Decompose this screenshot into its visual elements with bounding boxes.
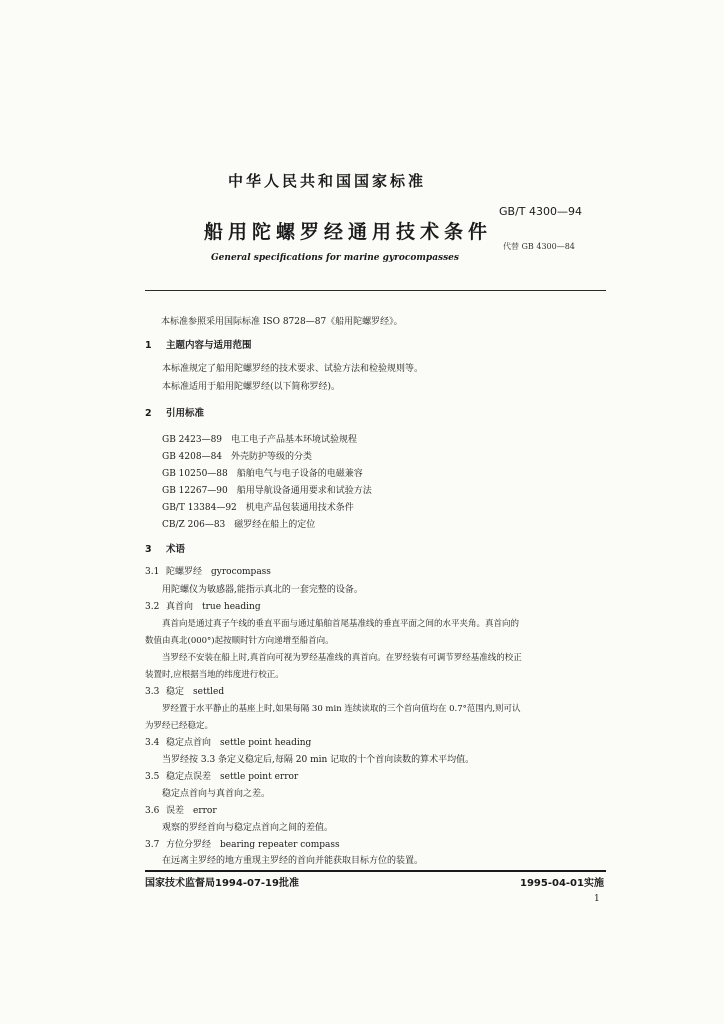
term-body: 为罗经已经稳定。: [145, 721, 214, 731]
term-number: 3.7: [145, 840, 160, 850]
document-title-en: General specifications for marine gyrocompasses: [211, 253, 459, 263]
reference-item: GB 12267—90 船用导航设备通用要求和试验方法: [162, 486, 372, 496]
term-name: 真首向 true heading: [166, 602, 261, 612]
term-heading: [145, 566, 271, 578]
national-standard-title: 中华人民共和国国家标准: [228, 172, 427, 190]
term-number: 3.6: [145, 806, 160, 816]
section-1-number: 1: [145, 340, 152, 351]
term-number: 3.5: [145, 772, 160, 782]
term-heading: [145, 805, 217, 817]
term-name: 稳定点首向 settle point heading: [166, 738, 312, 748]
footer-divider: [145, 870, 606, 872]
section-1-heading: [145, 340, 252, 352]
section-3-title: 术语: [166, 544, 186, 555]
term-name: 陀螺罗经 gyrocompass: [166, 567, 271, 577]
term-heading: [145, 686, 224, 698]
page-number: 1: [594, 894, 600, 904]
term-name: 稳定 settled: [166, 687, 225, 697]
standard-code: GB/T 4300—94: [499, 205, 582, 218]
term-body: 当罗经不安装在船上时,真首向可视为罗经基准线的真首向。在罗经装有可调节罗经基准线的校正: [162, 653, 522, 663]
section-3-heading: [145, 544, 185, 556]
reference-item: CB/Z 206—83 磁罗经在船上的定位: [162, 520, 316, 530]
replaces-standard: 代替 GB 4300—84: [503, 242, 575, 251]
section-1-line: 本标准适用于船用陀螺罗经(以下简称罗经)。: [162, 382, 341, 392]
section-3-number: 3: [145, 544, 152, 555]
term-number: 3.3: [145, 687, 160, 697]
term-body: 罗经置于水平静止的基座上时,如果每隔 30 min 连续读取的三个首向值均在 0.7°范围内,则可认: [162, 704, 521, 714]
term-name: 稳定点误差 settle point error: [166, 772, 299, 782]
term-name: 方位分罗经 bearing repeater compass: [166, 840, 340, 850]
reference-item: GB/T 13384—92 机电产品包装通用技术条件: [162, 503, 354, 513]
section-2-heading: [145, 408, 204, 420]
term-body: 观察的罗经首向与稳定点首向之间的差值。: [162, 823, 334, 833]
term-body: 用陀螺仪为敏感器,能指示真北的一套完整的设备。: [162, 585, 363, 595]
term-body: 装置时,应根据当地的纬度进行校正。: [145, 670, 284, 680]
term-body: 当罗经按 3.3 条定义稳定后,每隔 20 min 记取的十个首向读数的算术平均值。: [162, 755, 475, 765]
intro-paragraph: 本标准参照采用国际标准 ISO 8728—87《船用陀螺罗经》。: [161, 317, 403, 327]
section-2-number: 2: [145, 408, 152, 419]
section-2-title: 引用标准: [166, 408, 205, 419]
term-heading: [145, 737, 311, 749]
term-heading: [145, 771, 298, 783]
effective-date: 1995-04-01实施: [520, 878, 604, 889]
document-title-zh: 船用陀螺罗经通用技术条件: [204, 221, 493, 243]
reference-item: GB 4208—84 外壳防护等级的分类: [162, 452, 313, 462]
term-heading: [145, 839, 340, 851]
reference-item: GB 10250—88 船舶电气与电子设备的电磁兼容: [162, 469, 363, 479]
term-number: 3.4: [145, 738, 160, 748]
term-number: 3.1: [145, 567, 160, 577]
term-body: 稳定点首向与真首向之差。: [162, 789, 271, 799]
term-name: 误差 error: [166, 806, 217, 816]
term-number: 3.2: [145, 602, 160, 612]
approval-date: 国家技术监督局1994-07-19批准: [145, 878, 299, 889]
header-divider: [145, 290, 606, 291]
term-body: 数值由真北(000°)起按顺时针方向递增至船首向。: [145, 636, 334, 646]
term-body: 真首向是通过真子午线的垂直平面与通过船舶首尾基准线的垂直平面之间的水平夹角。真首向的: [162, 619, 520, 629]
term-body: 在远离主罗经的地方重现主罗经的首向并能获取目标方位的装置。: [162, 856, 424, 866]
section-1-title: 主题内容与适用范围: [166, 340, 252, 351]
term-heading: [145, 601, 261, 613]
reference-item: GB 2423—89 电工电子产品基本环境试验规程: [162, 435, 358, 445]
section-1-line: 本标准规定了船用陀螺罗经的技术要求、试验方法和检验规则等。: [162, 364, 424, 374]
